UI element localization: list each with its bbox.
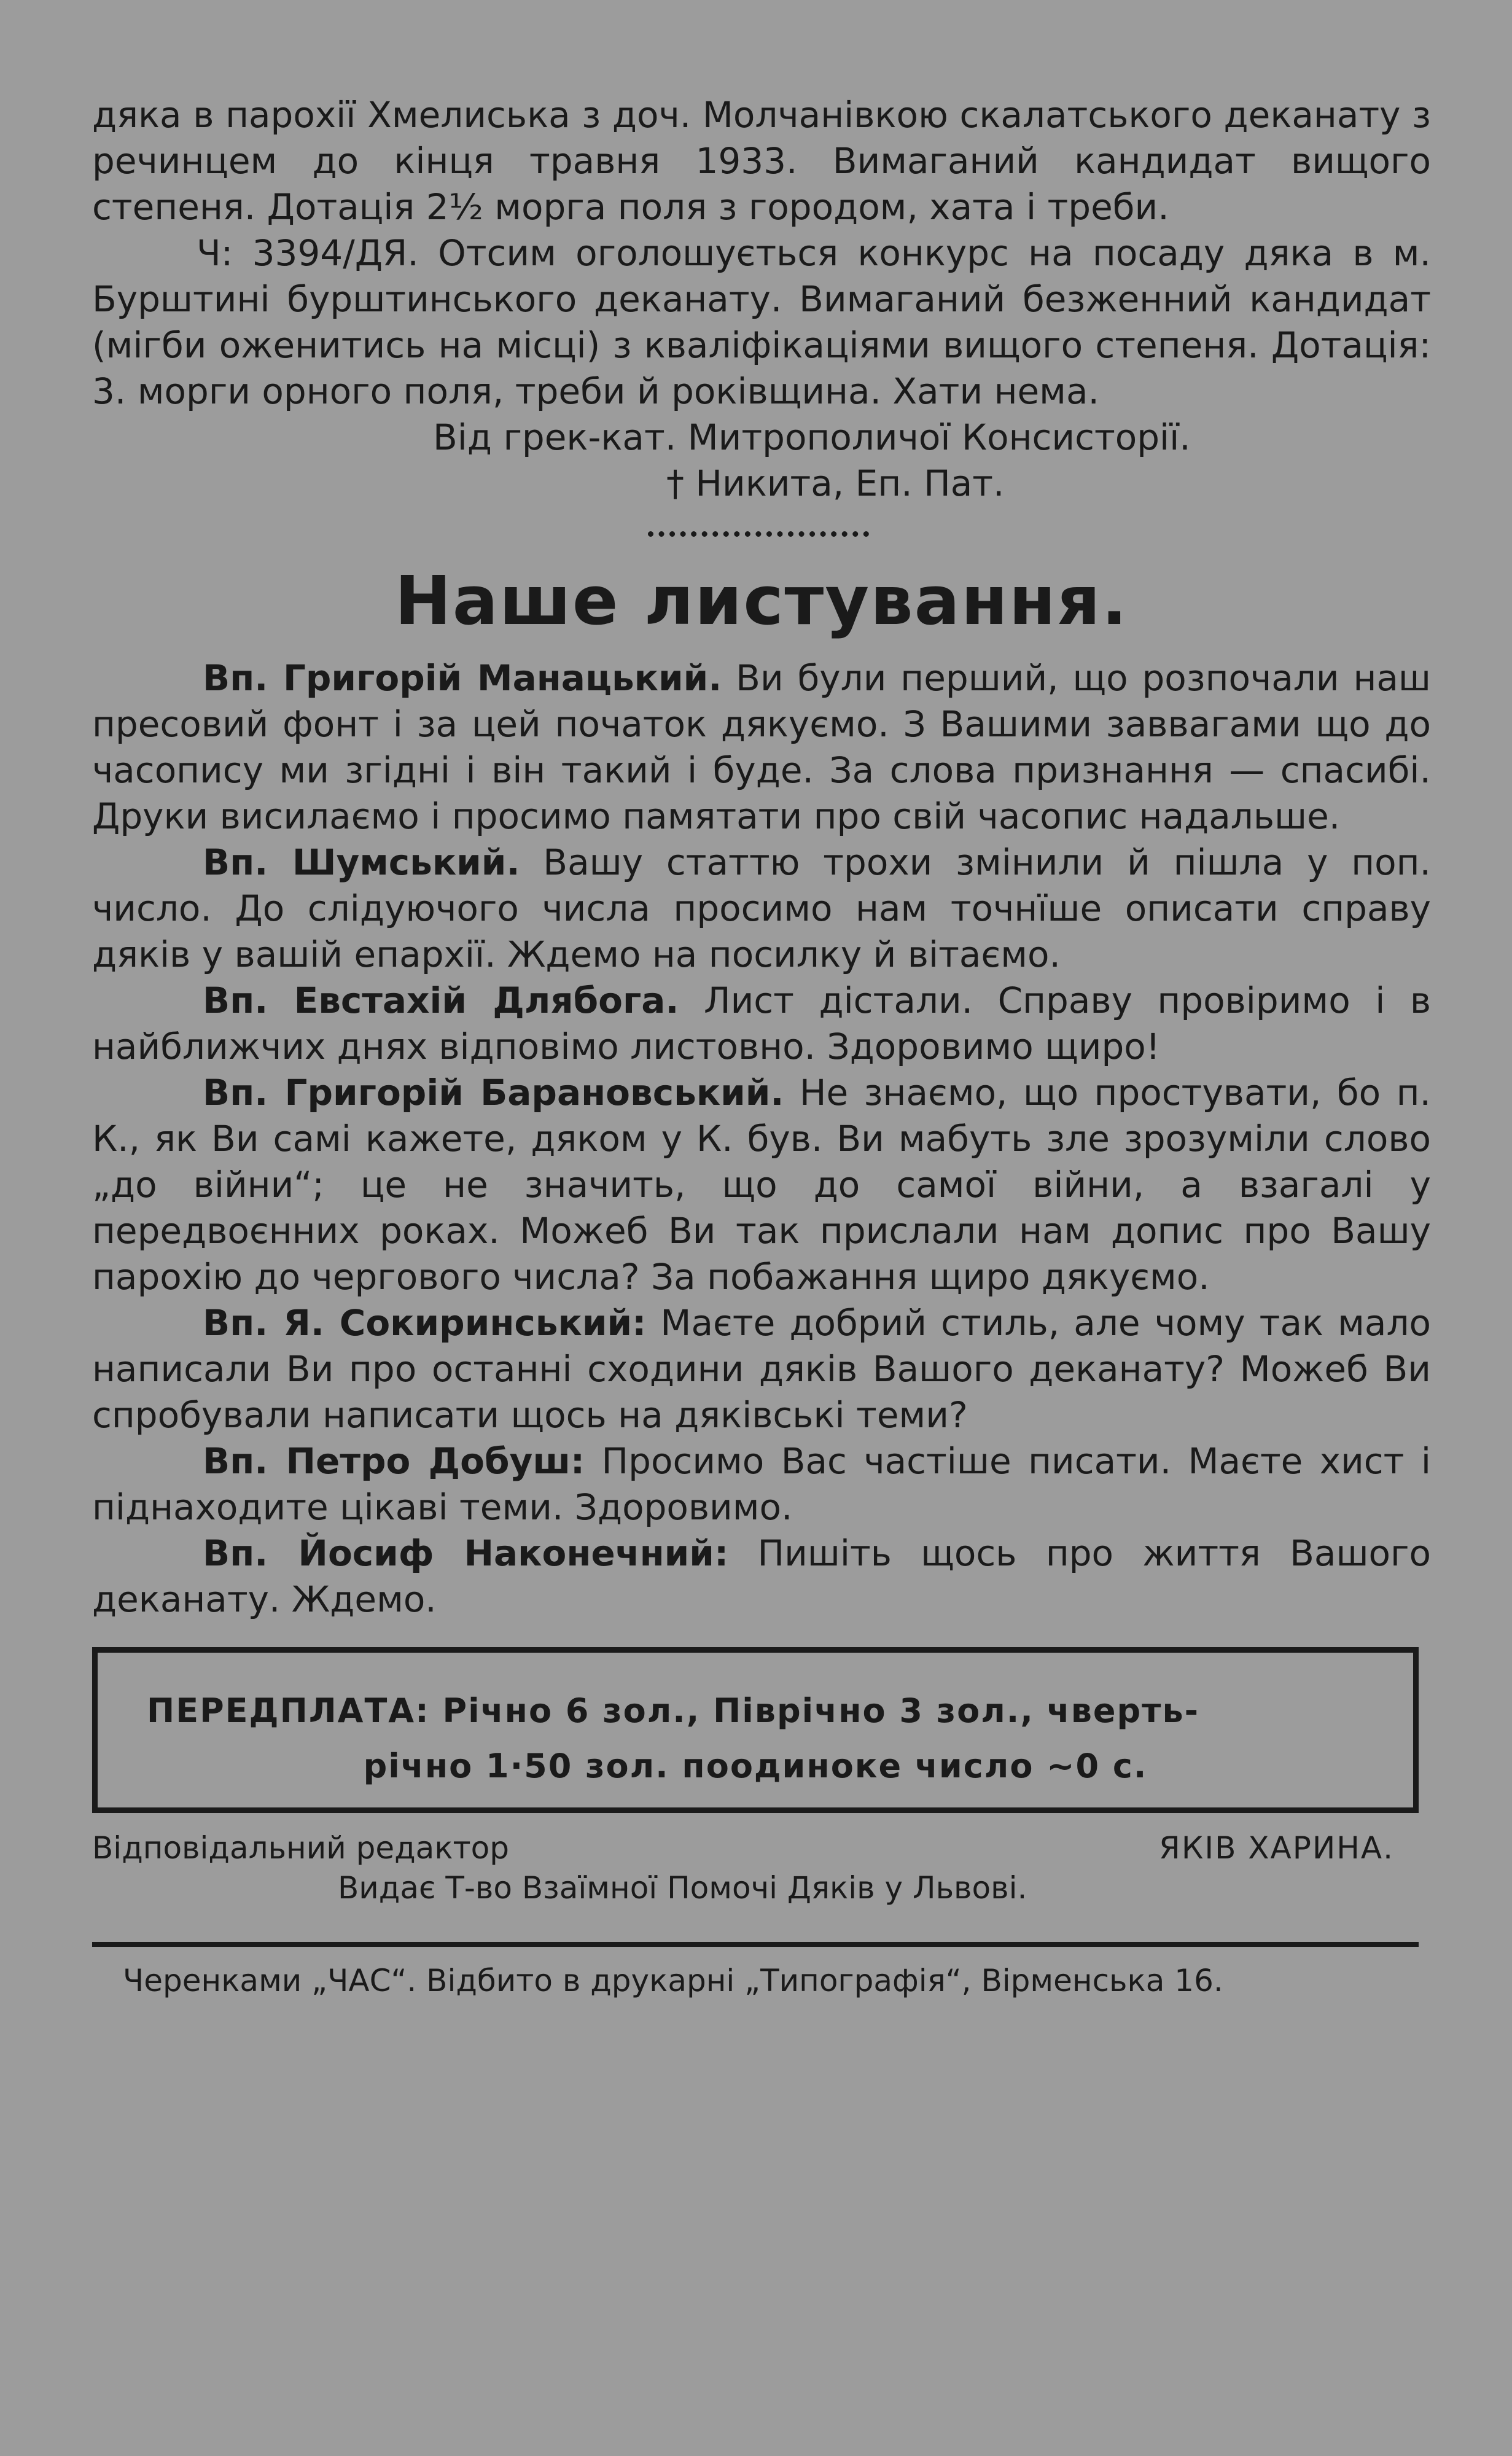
- notice-paragraph-2: Ч: 3394/ДЯ. Отсим оголошується конкурс на посаду дяка в м. Бурштині бурштинського деканату. Вимаганий безженний кандидат (мігби оженитись на місці) з кваліфікаціями вищого степеня. Дотація: 3. морги орного поля, треби й роківщина. Хати нема.: [92, 232, 1431, 412]
- letter-addressee: Вп. Петро Добуш:: [203, 1440, 585, 1482]
- editor-label: Відповідальний редактор: [92, 1830, 509, 1866]
- letter-item: [92, 978, 1431, 1070]
- letter-item: [92, 1438, 1431, 1530]
- footer-rule: [92, 1942, 1419, 1947]
- letters-list: [92, 655, 1431, 1623]
- consistory-signature: Від грек-кат. Митрополичої Консисторії.: [433, 416, 1191, 458]
- publisher-line: Видає Т-во Взаїмної Помочі Дяків у Львові.: [338, 1870, 1027, 1906]
- bishop-signature: † Никита, Еп. Пат.: [666, 462, 1005, 504]
- letter-text: Вашу статтю трохи змінили й пішла у поп. число. До слідуючого числа просимо нам точнїше описати справу дяків у вашій епархії. Ждемо на посилку й вітаємо.: [92, 841, 1431, 975]
- letter-text: Не знаємо, що простувати, бо п. К., як Ви самі кажете, дяком у К. був. Ви мабуть зле зрозуміли слово „до війни“; це не значить, що до самої війни, а взагалі у передвоєнних роках. Можеб Ви так прислали нам допис про Вашу парохію до чергового числа? За побажання щиро дякуємо.: [92, 1072, 1431, 1298]
- letter-text: Лист дістали. Справу провіримо і в найближчих днях відповімо листовно. Здоровимо щиро!: [92, 980, 1431, 1067]
- letter-item: [92, 655, 1431, 840]
- notice-paragraph-1: дяка в парохії Хмелиська з доч. Молчанівкою скалатського деканату з речинцем до кінця травня 1933. Вимаганий кандидат вищого степеня. Дотація 2½ морга поля з городом, хата і треби.: [92, 94, 1431, 228]
- dotted-separator: [648, 531, 869, 543]
- letter-addressee: Вп. Евстахій Длябога.: [203, 980, 679, 1021]
- letter-text: Ви були перший, що розпочали наш пресовий фонт і за цей початок дякуємо. З Вашими заввагами що до часопису ми згідні і він такий і буде. За слова признання — спасибі. Друки висилаємо і просимо памятати про свій часопис надальше.: [92, 657, 1431, 837]
- subscription-line-1: ПЕРЕДПЛАТА: Річно 6 зол., Піврічно 3 зол., чверть-: [147, 1691, 1200, 1730]
- letter-text: Просимо Вас частіше писати. Маєте хист і піднаходите цікаві теми. Здоровимо.: [92, 1440, 1431, 1528]
- subscription-line-2: річно 1·50 зол. поодиноке число ~0 с.: [363, 1747, 1148, 1785]
- section-title: Наше листування.: [394, 561, 1129, 640]
- editor-name: ЯКІВ ХАРИНА.: [1159, 1830, 1394, 1866]
- letter-item: [92, 1300, 1431, 1438]
- letter-item: [92, 1530, 1431, 1623]
- letter-text: Пишіть щось про життя Вашого деканату. Ждемо.: [92, 1532, 1431, 1620]
- letter-addressee: Вп. Йосиф Наконечний:: [203, 1532, 729, 1574]
- printer-line: Черенками „ЧАС“. Відбито в друкарні „Типографія“, Вірменська 16.: [123, 1963, 1223, 1998]
- letter-addressee: Вп. Шумський.: [203, 841, 520, 883]
- letter-addressee: Вп. Я. Сокиринський:: [203, 1302, 647, 1344]
- letter-text: Маєте добрий стиль, але чому так мало написали Ви про останні сходини дяків Вашого деканату? Можеб Ви спробували написати щось на дяківські теми?: [92, 1302, 1432, 1436]
- subscription-box: [92, 1647, 1419, 1813]
- letter-item: [92, 840, 1431, 978]
- letter-item: [92, 1070, 1431, 1300]
- letter-addressee: Вп. Григорій Барановський.: [203, 1072, 784, 1113]
- editor-row: [92, 1828, 1431, 1868]
- newspaper-page: [92, 92, 1431, 2002]
- letter-addressee: Вп. Григорій Манацький.: [203, 657, 722, 699]
